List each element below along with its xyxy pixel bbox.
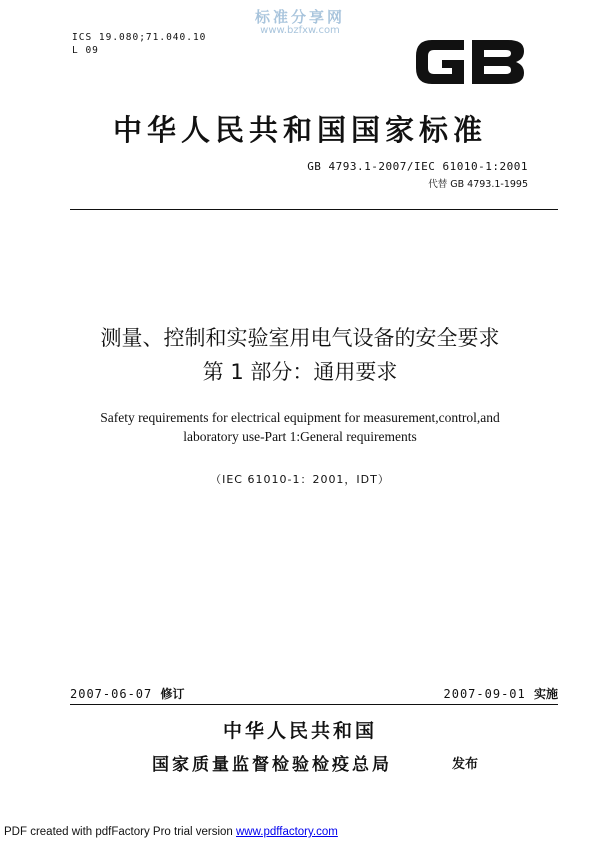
english-title-line-2: laboratory use-Part 1:General requirements bbox=[183, 429, 417, 444]
implementation-date bbox=[444, 685, 559, 702]
pdf-footer bbox=[4, 826, 338, 838]
issue-date-value: 2007-06-07 bbox=[70, 687, 153, 701]
english-title-line-1: Safety requirements for electrical equipment for measurement,control,and bbox=[100, 410, 500, 425]
footer-prefix: PDF created with pdfFactory Pro trial version bbox=[4, 826, 236, 838]
classification-codes bbox=[72, 31, 206, 57]
standard-number: GB 4793.1-2007/IEC 61010-1:2001 bbox=[307, 160, 528, 173]
issue-date bbox=[70, 685, 185, 702]
gb-logo-text: GB bbox=[412, 34, 414, 35]
chinese-title-line-2: 第 1 部分：通用要求 bbox=[202, 360, 398, 384]
chinese-title-line-1: 测量、控制和实验室用电气设备的安全要求 bbox=[100, 326, 500, 350]
standard-header-title: 中华人民共和国国家标准 bbox=[112, 113, 487, 147]
watermark-url: www.bzfxw.com bbox=[260, 25, 340, 36]
divider-bottom bbox=[70, 704, 558, 705]
footer-link[interactable]: www.pdffactory.com bbox=[236, 826, 338, 838]
issue-date-label: 修订 bbox=[160, 687, 185, 701]
watermark-title: 标准分享网 bbox=[254, 8, 345, 26]
publisher-suffix: 发布 bbox=[452, 757, 479, 772]
gb-logo bbox=[412, 34, 528, 90]
implementation-date-value: 2007-09-01 bbox=[443, 687, 526, 701]
equivalence-note: （IEC 61010-1：2001，IDT） bbox=[210, 473, 390, 486]
ccs-code: L 09 bbox=[72, 45, 99, 56]
standard-replaces: 代替 GB 4793.1-1995 bbox=[428, 179, 528, 190]
implementation-date-label: 实施 bbox=[533, 687, 558, 701]
publisher-line-1: 中华人民共和国 bbox=[222, 720, 377, 742]
ics-code: ICS 19.080;71.040.10 bbox=[72, 32, 207, 43]
divider-top bbox=[70, 209, 558, 210]
publisher-line-2: 国家质量监督检验检疫总局 bbox=[152, 755, 392, 775]
